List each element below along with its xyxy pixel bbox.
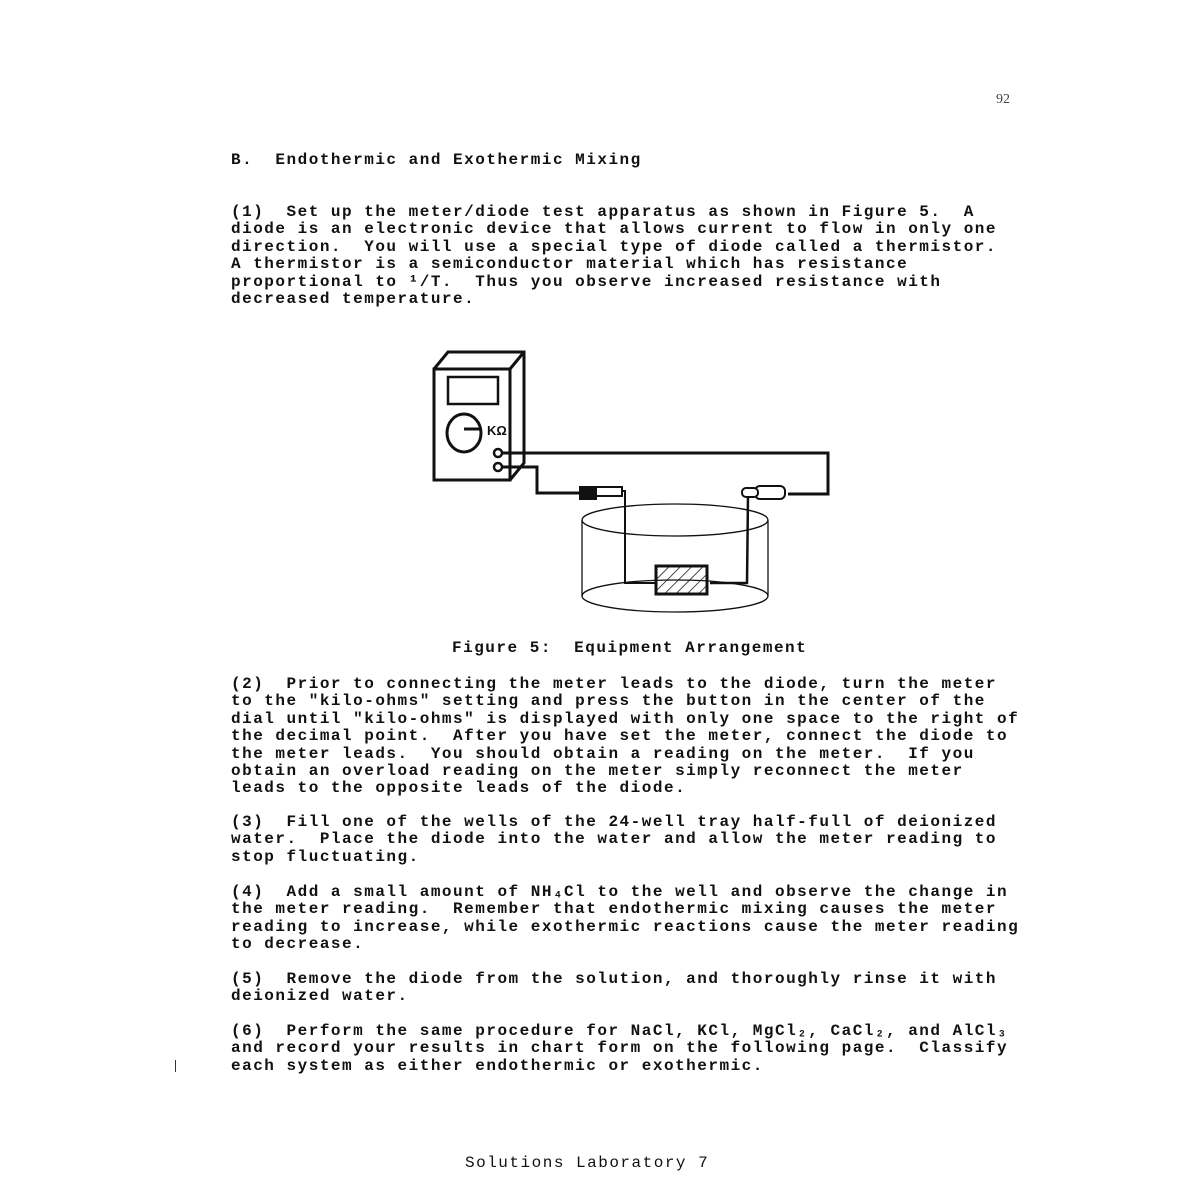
wire-icon xyxy=(502,453,828,583)
thermistor-icon xyxy=(656,566,707,594)
text-line: each system as either endothermic or exothermic. xyxy=(231,1056,764,1075)
text-line: to decrease. xyxy=(231,935,365,954)
section-heading: B. Endothermic and Exothermic Mixing xyxy=(231,151,642,169)
probe-icon xyxy=(580,486,785,499)
text-line: and record your results in chart form on the following page. Classify xyxy=(231,1039,1009,1058)
text-line: (5) Remove the diode from the solution, and thoroughly rinse it with xyxy=(231,970,998,988)
text-line: obtain an overload reading on the meter simply reconnect the meter xyxy=(231,762,964,781)
paragraph-3 xyxy=(231,814,997,866)
text-line: water. Place the diode into the water and allow the meter reading to xyxy=(231,830,998,849)
text-line: proportional to ¹/T. Thus you observe increased resistance with xyxy=(231,272,942,291)
meter-icon xyxy=(434,352,524,480)
text-line: (1) Set up the meter/diode test apparatus as shown in Figure 5. A xyxy=(231,203,975,221)
equipment-figure xyxy=(420,340,840,630)
paragraph-4 xyxy=(231,884,1019,954)
text-line: dial until "kilo-ohms" is displayed with only one space to the right of xyxy=(231,709,1020,728)
text-line: (4) Add a small amount of NH₄Cl to the well and observe the change in xyxy=(231,883,1009,901)
page-number: 92 xyxy=(996,92,1010,107)
scan-mark xyxy=(175,1060,176,1072)
text-line: decreased temperature. xyxy=(231,290,476,309)
beaker-icon xyxy=(582,504,768,612)
text-line: deionized water. xyxy=(231,987,409,1006)
text-line: the meter leads. You should obtain a reading on the meter. If you xyxy=(231,744,975,763)
paragraph-6 xyxy=(231,1023,1008,1075)
text-line: diode is an electronic device that allows current to flow in only one xyxy=(231,220,998,239)
text-line: to the "kilo-ohms" setting and press the button in the center of the xyxy=(231,692,986,711)
text-line: (3) Fill one of the wells of the 24-well tray half-full of deionized xyxy=(231,813,998,831)
paragraph-1 xyxy=(231,204,997,308)
text-line: (2) Prior to connecting the meter leads to the diode, turn the meter xyxy=(231,675,998,693)
paragraph-2 xyxy=(231,676,1019,798)
text-line: leads to the opposite leads of the diode. xyxy=(231,779,687,798)
text-line: reading to increase, while exothermic reactions cause the meter reading xyxy=(231,917,1020,936)
text-line: the meter reading. Remember that endothermic mixing causes the meter xyxy=(231,900,998,919)
paragraph-5 xyxy=(231,971,997,1006)
meter-unit-label: KΩ xyxy=(487,423,507,438)
text-line: the decimal point. After you have set the meter, connect the diode to xyxy=(231,727,1009,746)
text-line: stop fluctuating. xyxy=(231,847,420,866)
text-line: (6) Perform the same procedure for NaCl, KCl, MgCl₂, CaCl₂, and AlCl₃ xyxy=(231,1022,1009,1040)
text-line: direction. You will use a special type of diode called a thermistor. xyxy=(231,237,998,256)
figure-caption: Figure 5: Equipment Arrangement xyxy=(452,639,808,657)
page-footer: Solutions Laboratory 7 xyxy=(465,1154,710,1172)
text-line: A thermistor is a semiconductor material which has resistance xyxy=(231,255,909,274)
